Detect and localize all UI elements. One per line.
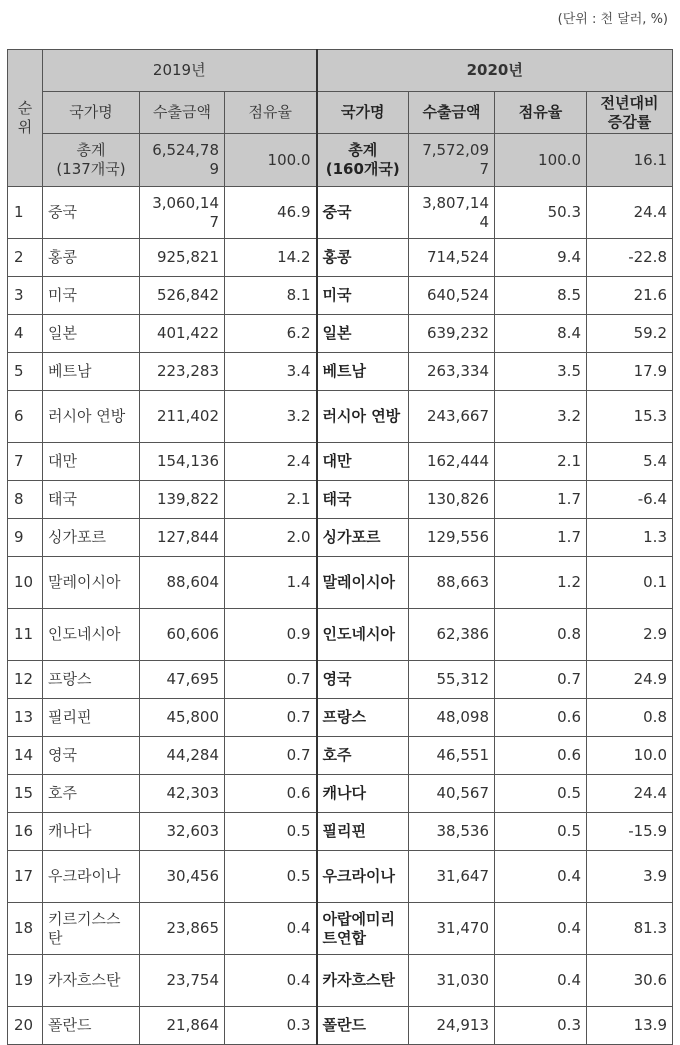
- export-2019-cell: 44,284: [140, 737, 225, 775]
- share-2019-cell: 0.7: [225, 699, 317, 737]
- export-2020-cell: 55,312: [409, 661, 495, 699]
- share-2019-cell: 0.9: [225, 609, 317, 661]
- export-table: [7, 49, 673, 1045]
- export-header-2019: 수출금액: [140, 92, 225, 134]
- table-row: [8, 391, 673, 443]
- export-2019-cell: 925,821: [140, 239, 225, 277]
- change-cell: 0.1: [587, 557, 673, 609]
- total-share-2020: 100.0: [495, 134, 587, 187]
- export-2020-cell: 243,667: [409, 391, 495, 443]
- country-2019-cell: 중국: [43, 187, 140, 239]
- export-2019-cell: 211,402: [140, 391, 225, 443]
- export-2019-cell: 401,422: [140, 315, 225, 353]
- export-2020-cell: 639,232: [409, 315, 495, 353]
- country-2020-cell: 일본: [317, 315, 409, 353]
- country-2020-cell: 대만: [317, 443, 409, 481]
- export-2019-cell: 88,604: [140, 557, 225, 609]
- export-2019-cell: 21,864: [140, 1007, 225, 1045]
- share-2019-cell: 3.2: [225, 391, 317, 443]
- rank-cell: 3: [8, 277, 43, 315]
- share-2019-cell: 2.1: [225, 481, 317, 519]
- export-2020-cell: 46,551: [409, 737, 495, 775]
- country-2019-cell: 필리핀: [43, 699, 140, 737]
- export-2020-cell: 3,807,144: [409, 187, 495, 239]
- table-row: [8, 775, 673, 813]
- table-row: [8, 481, 673, 519]
- country-2019-cell: 대만: [43, 443, 140, 481]
- country-2019-cell: 러시아 연방: [43, 391, 140, 443]
- rank-cell: 4: [8, 315, 43, 353]
- country-2020-cell: 싱가포르: [317, 519, 409, 557]
- rank-cell: 9: [8, 519, 43, 557]
- export-2020-cell: 24,913: [409, 1007, 495, 1045]
- country-2019-cell: 베트남: [43, 353, 140, 391]
- share-2020-cell: 1.7: [495, 481, 587, 519]
- share-2020-cell: 0.3: [495, 1007, 587, 1045]
- country-2020-cell: 미국: [317, 277, 409, 315]
- country-2020-cell: 러시아 연방: [317, 391, 409, 443]
- table-row: [8, 353, 673, 391]
- share-2020-cell: 1.7: [495, 519, 587, 557]
- rank-cell: 12: [8, 661, 43, 699]
- rank-cell: 6: [8, 391, 43, 443]
- change-cell: 24.9: [587, 661, 673, 699]
- export-2020-cell: 640,524: [409, 277, 495, 315]
- country-2019-cell: 홍콩: [43, 239, 140, 277]
- rank-cell: 15: [8, 775, 43, 813]
- country-2019-cell: 호주: [43, 775, 140, 813]
- share-2019-cell: 0.6: [225, 775, 317, 813]
- export-2019-cell: 32,603: [140, 813, 225, 851]
- export-2019-cell: 139,822: [140, 481, 225, 519]
- table-row: [8, 239, 673, 277]
- change-cell: 30.6: [587, 955, 673, 1007]
- export-2020-cell: 88,663: [409, 557, 495, 609]
- export-2020-cell: 31,030: [409, 955, 495, 1007]
- share-2019-cell: 8.1: [225, 277, 317, 315]
- share-2020-cell: 0.7: [495, 661, 587, 699]
- total-label-2020: 총계 (160개국): [317, 134, 409, 187]
- share-2020-cell: 3.2: [495, 391, 587, 443]
- export-2020-cell: 162,444: [409, 443, 495, 481]
- change-cell: 24.4: [587, 775, 673, 813]
- rank-cell: 17: [8, 851, 43, 903]
- export-2019-cell: 60,606: [140, 609, 225, 661]
- country-2019-cell: 키르기스스탄: [43, 903, 140, 955]
- export-2019-cell: 127,844: [140, 519, 225, 557]
- share-2020-cell: 0.5: [495, 813, 587, 851]
- rank-cell: 8: [8, 481, 43, 519]
- share-2020-cell: 50.3: [495, 187, 587, 239]
- rank-cell: 5: [8, 353, 43, 391]
- rank-cell: 10: [8, 557, 43, 609]
- country-header-2020: 국가명: [317, 92, 409, 134]
- rank-cell: 14: [8, 737, 43, 775]
- table-row: [8, 737, 673, 775]
- country-2020-cell: 폴란드: [317, 1007, 409, 1045]
- country-2019-cell: 인도네시아: [43, 609, 140, 661]
- share-header-2020: 점유율: [495, 92, 587, 134]
- export-2019-cell: 223,283: [140, 353, 225, 391]
- change-cell: 3.9: [587, 851, 673, 903]
- rank-cell: 1: [8, 187, 43, 239]
- country-2019-cell: 태국: [43, 481, 140, 519]
- rank-cell: 11: [8, 609, 43, 661]
- total-change: 16.1: [587, 134, 673, 187]
- export-2020-cell: 31,647: [409, 851, 495, 903]
- unit-note: (단위 : 천 달러, %): [557, 12, 668, 27]
- share-2020-cell: 0.4: [495, 903, 587, 955]
- table-row: [8, 315, 673, 353]
- export-header-2020: 수출금액: [409, 92, 495, 134]
- share-2019-cell: 2.0: [225, 519, 317, 557]
- share-2019-cell: 0.5: [225, 851, 317, 903]
- change-cell: 1.3: [587, 519, 673, 557]
- country-2020-cell: 호주: [317, 737, 409, 775]
- table-row: [8, 903, 673, 955]
- table-row: [8, 557, 673, 609]
- table-row: [8, 661, 673, 699]
- country-2019-cell: 카자흐스탄: [43, 955, 140, 1007]
- rank-header: 순 위: [8, 50, 43, 187]
- table-row: [8, 609, 673, 661]
- table-row: [8, 277, 673, 315]
- year-2019-header: 2019년: [43, 50, 317, 92]
- country-2020-cell: 태국: [317, 481, 409, 519]
- share-2020-cell: 9.4: [495, 239, 587, 277]
- share-2019-cell: 0.7: [225, 661, 317, 699]
- export-2019-cell: 3,060,147: [140, 187, 225, 239]
- change-cell: 13.9: [587, 1007, 673, 1045]
- year-2020-header: 2020년: [317, 50, 673, 92]
- change-cell: 59.2: [587, 315, 673, 353]
- share-2019-cell: 2.4: [225, 443, 317, 481]
- country-2019-cell: 우크라이나: [43, 851, 140, 903]
- country-2019-cell: 싱가포르: [43, 519, 140, 557]
- share-2019-cell: 0.4: [225, 955, 317, 1007]
- share-2020-cell: 2.1: [495, 443, 587, 481]
- table-row: [8, 699, 673, 737]
- total-export-2020: 7,572,097: [409, 134, 495, 187]
- export-2020-cell: 48,098: [409, 699, 495, 737]
- change-cell: 5.4: [587, 443, 673, 481]
- change-cell: 2.9: [587, 609, 673, 661]
- total-label-2019: 총계 (137개국): [43, 134, 140, 187]
- country-2019-cell: 말레이시아: [43, 557, 140, 609]
- export-2020-cell: 31,470: [409, 903, 495, 955]
- export-2019-cell: 154,136: [140, 443, 225, 481]
- rank-cell: 16: [8, 813, 43, 851]
- export-2020-cell: 130,826: [409, 481, 495, 519]
- export-2019-cell: 45,800: [140, 699, 225, 737]
- change-cell: 21.6: [587, 277, 673, 315]
- share-2020-cell: 0.8: [495, 609, 587, 661]
- change-cell: 81.3: [587, 903, 673, 955]
- country-2020-cell: 카자흐스탄: [317, 955, 409, 1007]
- change-cell: 24.4: [587, 187, 673, 239]
- share-2020-cell: 0.6: [495, 737, 587, 775]
- rank-cell: 20: [8, 1007, 43, 1045]
- export-2019-cell: 47,695: [140, 661, 225, 699]
- share-2020-cell: 1.2: [495, 557, 587, 609]
- share-header-2019: 점유율: [225, 92, 317, 134]
- share-2019-cell: 0.4: [225, 903, 317, 955]
- table-row: [8, 443, 673, 481]
- change-cell: 10.0: [587, 737, 673, 775]
- country-2019-cell: 캐나다: [43, 813, 140, 851]
- export-2020-cell: 714,524: [409, 239, 495, 277]
- change-cell: 17.9: [587, 353, 673, 391]
- export-2019-cell: 526,842: [140, 277, 225, 315]
- export-2020-cell: 40,567: [409, 775, 495, 813]
- share-2019-cell: 14.2: [225, 239, 317, 277]
- share-2019-cell: 6.2: [225, 315, 317, 353]
- share-2019-cell: 0.7: [225, 737, 317, 775]
- share-2020-cell: 8.5: [495, 277, 587, 315]
- share-2020-cell: 0.4: [495, 851, 587, 903]
- rank-cell: 19: [8, 955, 43, 1007]
- share-2019-cell: 0.5: [225, 813, 317, 851]
- export-2019-cell: 23,865: [140, 903, 225, 955]
- export-2020-cell: 38,536: [409, 813, 495, 851]
- share-2019-cell: 1.4: [225, 557, 317, 609]
- table-row: [8, 187, 673, 239]
- country-2020-cell: 아랍에미리트연합: [317, 903, 409, 955]
- change-cell: 0.8: [587, 699, 673, 737]
- export-2019-cell: 30,456: [140, 851, 225, 903]
- share-2019-cell: 0.3: [225, 1007, 317, 1045]
- share-2019-cell: 3.4: [225, 353, 317, 391]
- export-2020-cell: 62,386: [409, 609, 495, 661]
- country-2020-cell: 우크라이나: [317, 851, 409, 903]
- change-cell: -15.9: [587, 813, 673, 851]
- rank-cell: 2: [8, 239, 43, 277]
- change-header: 전년대비 증감률: [587, 92, 673, 134]
- change-cell: 15.3: [587, 391, 673, 443]
- share-2020-cell: 0.6: [495, 699, 587, 737]
- total-export-2019: 6,524,789: [140, 134, 225, 187]
- country-2020-cell: 중국: [317, 187, 409, 239]
- table-row: [8, 813, 673, 851]
- country-2020-cell: 인도네시아: [317, 609, 409, 661]
- share-2020-cell: 8.4: [495, 315, 587, 353]
- export-2019-cell: 42,303: [140, 775, 225, 813]
- country-2020-cell: 영국: [317, 661, 409, 699]
- total-share-2019: 100.0: [225, 134, 317, 187]
- country-2019-cell: 영국: [43, 737, 140, 775]
- table-row: [8, 1007, 673, 1045]
- export-2019-cell: 23,754: [140, 955, 225, 1007]
- share-2020-cell: 0.5: [495, 775, 587, 813]
- rank-cell: 7: [8, 443, 43, 481]
- country-2020-cell: 프랑스: [317, 699, 409, 737]
- change-cell: -6.4: [587, 481, 673, 519]
- change-cell: -22.8: [587, 239, 673, 277]
- export-2020-cell: 129,556: [409, 519, 495, 557]
- country-2019-cell: 일본: [43, 315, 140, 353]
- rank-cell: 13: [8, 699, 43, 737]
- table-row: [8, 851, 673, 903]
- table-row: [8, 955, 673, 1007]
- country-2020-cell: 말레이시아: [317, 557, 409, 609]
- country-header-2019: 국가명: [43, 92, 140, 134]
- country-2019-cell: 폴란드: [43, 1007, 140, 1045]
- country-2019-cell: 프랑스: [43, 661, 140, 699]
- country-2020-cell: 필리핀: [317, 813, 409, 851]
- share-2020-cell: 0.4: [495, 955, 587, 1007]
- rank-cell: 18: [8, 903, 43, 955]
- country-2020-cell: 캐나다: [317, 775, 409, 813]
- country-2020-cell: 베트남: [317, 353, 409, 391]
- country-2020-cell: 홍콩: [317, 239, 409, 277]
- export-2020-cell: 263,334: [409, 353, 495, 391]
- share-2019-cell: 46.9: [225, 187, 317, 239]
- share-2020-cell: 3.5: [495, 353, 587, 391]
- country-2019-cell: 미국: [43, 277, 140, 315]
- table-row: [8, 519, 673, 557]
